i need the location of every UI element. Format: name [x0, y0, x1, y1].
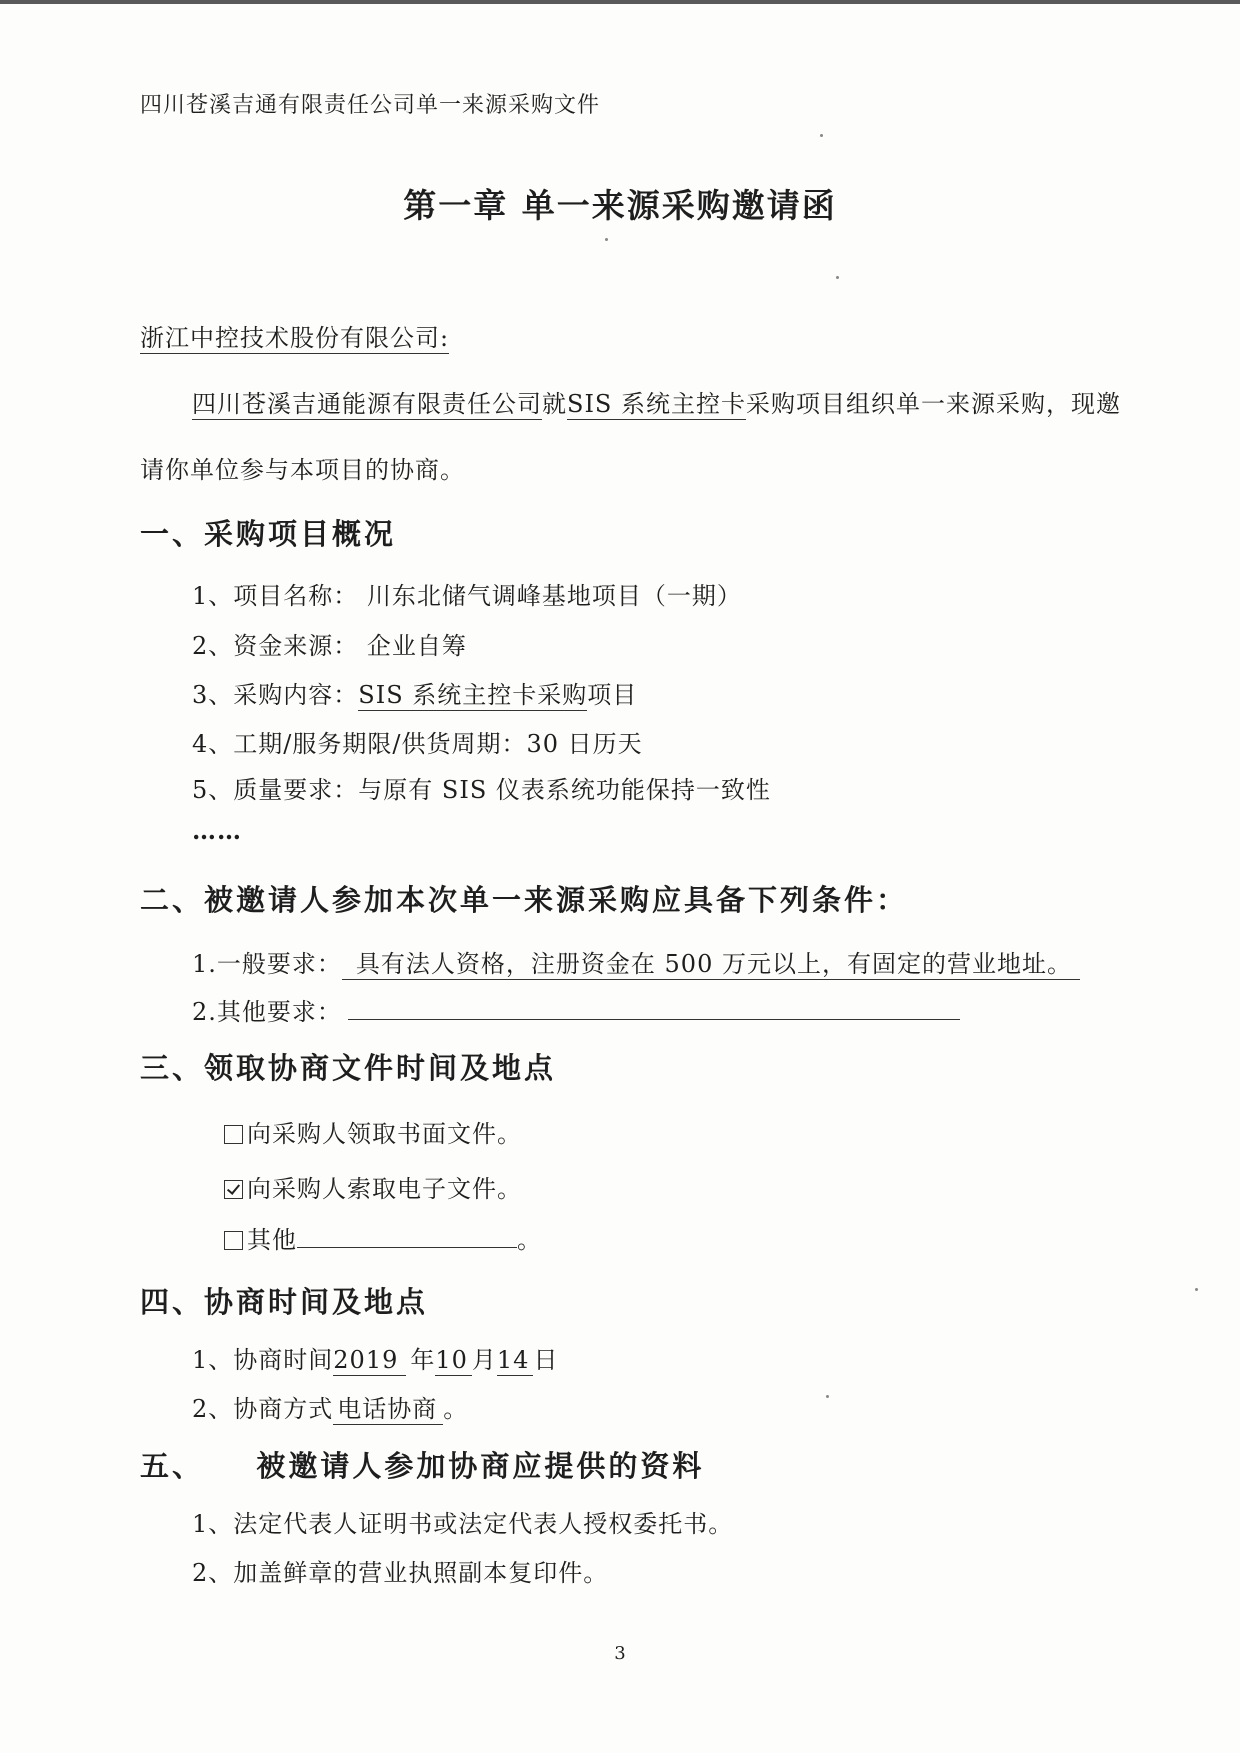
intro-line-1 — [192, 384, 1121, 419]
s4-year-unit: 年 — [410, 1346, 436, 1374]
s5-item-1: 1、法定代表人证明书或法定代表人授权委托书。 — [192, 1510, 734, 1538]
addressee — [140, 318, 449, 353]
s2-req-2-blank — [348, 999, 960, 1020]
s1-item-3-label: 3、采购内容： — [192, 681, 359, 709]
s4-day-unit: 日 — [533, 1346, 559, 1374]
addressee-text: 浙江中控技术股份有限公司: — [140, 324, 450, 352]
s1-item-3 — [192, 675, 637, 710]
section-1-title: 一、采购项目概况 — [140, 517, 397, 551]
document-header: 四川苍溪吉通有限责任公司单一来源采购文件 — [140, 93, 601, 118]
checkbox-electronic-file[interactable] — [224, 1180, 243, 1199]
s4-time — [192, 1340, 558, 1375]
s2-req-2-label: 2.其他要求： — [192, 998, 342, 1026]
scan-edge — [0, 0, 1240, 4]
s4-mode-label: 2、协商方式 — [192, 1395, 334, 1423]
s2-req-1-label: 1.一般要求： — [192, 950, 342, 978]
s3-option-2-label: 向采购人索取电子文件。 — [247, 1175, 522, 1203]
s1-item-2: 2、资金来源： 企业自筹 — [192, 632, 467, 660]
s4-mode — [192, 1389, 468, 1424]
s4-time-label: 1、协商时间 — [192, 1346, 334, 1374]
page-number: 3 — [614, 1643, 626, 1664]
purchaser-name: 四川苍溪吉通能源有限责任公司 — [192, 390, 542, 418]
s4-mode-end: 。 — [443, 1395, 469, 1423]
chapter-title: 第一章 单一来源采购邀请函 — [403, 186, 837, 225]
s3-option-3 — [224, 1220, 542, 1255]
s3-option-2 — [224, 1169, 522, 1204]
s1-item-4: 4、工期/服务期限/供货周期：30 日历天 — [192, 730, 643, 758]
checkbox-other[interactable] — [224, 1231, 243, 1250]
scan-speck — [836, 276, 839, 279]
s1-ellipsis: …… — [192, 816, 242, 845]
s2-req-1 — [192, 944, 1080, 979]
s3-option-3-label: 其他 — [247, 1226, 297, 1254]
section-2-title: 二、被邀请人参加本次单一来源采购应具备下列条件： — [140, 883, 909, 917]
s1-item-3-value: SIS 系统主控卡采购 — [358, 681, 588, 709]
section-4-title: 四、协商时间及地点 — [140, 1285, 429, 1319]
scan-speck — [605, 238, 608, 241]
scan-speck — [826, 1395, 829, 1398]
s5-item-2: 2、加盖鲜章的营业执照副本复印件。 — [192, 1559, 609, 1587]
intro-text: 就 — [542, 390, 567, 418]
s3-option-1-label: 向采购人领取书面文件。 — [247, 1120, 522, 1148]
s4-month-unit: 月 — [471, 1346, 497, 1374]
project-name: SIS 系统主控卡 — [567, 390, 746, 418]
s1-item-5: 5、质量要求：与原有 SIS 仪表系统功能保持一致性 — [192, 776, 771, 804]
s3-option-3-blank — [297, 1227, 517, 1248]
s4-day: 14 — [497, 1346, 534, 1376]
intro-line-2: 请你单位参与本项目的协商。 — [140, 456, 465, 484]
scan-speck — [820, 134, 823, 137]
s3-option-1 — [224, 1114, 522, 1149]
s1-item-3-suffix: 项目 — [587, 681, 638, 709]
s3-option-3-end: 。 — [517, 1226, 542, 1254]
section-3-title: 三、领取协商文件时间及地点 — [140, 1051, 557, 1085]
checkbox-paper-file[interactable] — [224, 1125, 243, 1144]
s4-year: 2019 — [333, 1346, 406, 1376]
s4-mode-value: 电话协商 — [333, 1395, 443, 1425]
section-5-title: 五、 被邀请人参加协商应提供的资料 — [140, 1449, 705, 1483]
s2-req-1-value: 具有法人资格，注册资金在 500 万元以上，有固定的营业地址。 — [342, 950, 1080, 980]
scan-speck — [1195, 1288, 1198, 1291]
s2-req-2 — [192, 992, 960, 1027]
intro-text: 采购项目组织单一来源采购，现邀 — [746, 390, 1121, 418]
s4-month: 10 — [435, 1346, 472, 1376]
s1-item-1: 1、项目名称： 川东北储气调峰基地项目（一期） — [192, 582, 742, 610]
